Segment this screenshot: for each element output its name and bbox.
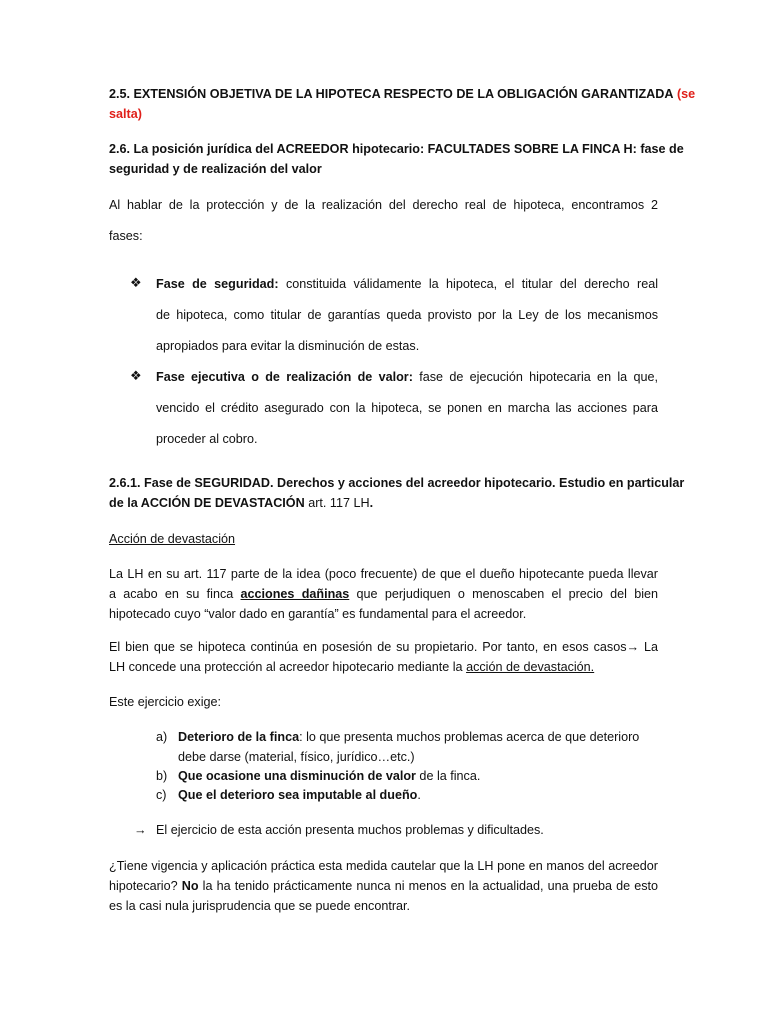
heading-2-6-1-line1: 2.6.1. Fase de SEGURIDAD. Derechos y acciones del acreedor hipotecario. Estudio en particular (109, 476, 685, 490)
subheading-accion-devastacion (109, 529, 658, 549)
list-c-rest: . (417, 788, 421, 802)
heading-2-5 (109, 84, 696, 124)
bullet-fase-ejecutiva (156, 367, 658, 460)
p3-text: Este ejercicio exige: (109, 695, 221, 709)
p2-accion-devastacion: acción de devastación. (466, 660, 595, 674)
diamond-bullet-icon: ❖ (130, 275, 142, 290)
intro-line2: fases: (109, 229, 143, 243)
heading-2-6 (109, 139, 684, 179)
paragraph-posesion (109, 637, 658, 677)
bullet-1-line3: apropiados para evitar la disminución de estas. (156, 339, 420, 353)
diamond-bullet-icon: ❖ (130, 368, 142, 383)
list-letter-a: a) (156, 730, 168, 744)
p1-line2-b: que perjudiquen o menoscaben el precio del bien (356, 587, 659, 601)
heading-2-6-1-ref: art. 117 LH (308, 496, 370, 510)
heading-2-6-1-bold: de la ACCIÓN DE DEVASTACIÓN (109, 496, 305, 510)
p2-line2-a: LH concede una protección al acreedor hipotecario mediante la (109, 660, 463, 674)
list-a-rest: : lo que presenta muchos problemas acerca de que deterioro (299, 730, 640, 744)
list-b-rest: de la finca. (415, 769, 481, 783)
p4-line3: es la casi nula jurisprudencia que se puede encontrar. (109, 899, 411, 913)
list-a-line2: debe darse (material, físico, jurídico…etc.) (178, 750, 415, 764)
list-a-bold: Deterioro de la finca (178, 730, 300, 744)
p2-line1: El bien que se hipoteca continúa en posesión de su propietario. Por tanto, en esos casos→ La (109, 640, 658, 654)
bullet-1-line1: constituida válidamente la hipoteca, el titular del derecho real (285, 277, 659, 291)
bullet-2-title: Fase ejecutiva o de realización de valor: (156, 370, 413, 384)
p1-acciones-daninas: acciones dañinas (240, 587, 350, 601)
heading-2-6-line1: 2.6. La posición jurídica del ACREEDOR hipotecario: FACULTADES SOBRE LA FINCA H: fase de (109, 142, 684, 156)
bullet-2-line2: vencido el crédito asegurado con la hipoteca, se ponen en marcha las acciones para (156, 401, 658, 415)
p4-line2-c: la ha tenido prácticamente nunca ni menos en la actualidad, una prueba de esto (202, 879, 659, 893)
p1-line2-a: a acabo en su finca (109, 587, 234, 601)
list-letter-b: b) (156, 769, 168, 783)
right-arrow-icon: → (134, 823, 147, 837)
p4-line1: ¿Tiene vigencia y aplicación práctica esta medida cautelar que la LH pone en manos del acreedor (109, 859, 658, 873)
bullet-fase-seguridad (156, 274, 658, 367)
bullet-2-line1: fase de ejecución hipotecaria en la que, (419, 370, 658, 384)
heading-2-5-note-cont: salta) (109, 107, 142, 121)
paragraph-vigencia (109, 856, 658, 916)
list-c-bold: Que el deterioro sea imputable al dueño (178, 788, 418, 802)
heading-2-6-1 (109, 473, 685, 513)
paragraph-ejercicio-exige (109, 692, 658, 712)
list-b-bold: Que ocasione una disminución de valor (178, 769, 416, 783)
heading-2-5-note: (se (676, 87, 696, 101)
p1-line1: La LH en su art. 117 parte de la idea (poco frecuente) de que el dueño hipotecante pueda llevar (109, 567, 658, 581)
intro-line1: Al hablar de la protección y de la realización del derecho real de hipoteca, encontramos 2 (109, 198, 658, 212)
p4-line2-a: hipotecario? (109, 879, 178, 893)
p1-line3: hipotecado cuyo “valor dado en garantía” es fundamental para el acreedor. (109, 607, 527, 621)
bullet-2-line3: proceder al cobro. (156, 432, 258, 446)
list-item-a (178, 727, 658, 767)
heading-2-6-1-end: . (369, 496, 374, 510)
paragraph-lh-art-117 (109, 564, 658, 624)
heading-2-6-line2: seguridad y de realización del valor (109, 162, 322, 176)
list-item-c (178, 785, 658, 805)
list-item-b (178, 766, 658, 786)
p4-no: No (181, 879, 199, 893)
intro-paragraph (109, 195, 658, 246)
list-letter-c: c) (156, 788, 167, 802)
subheading-text: Acción de devastación (109, 532, 236, 546)
bullet-1-title: Fase de seguridad: (156, 277, 279, 291)
arrow-note-text: El ejercicio de esta acción presenta muchos problemas y dificultades. (156, 823, 544, 837)
heading-2-5-text: 2.5. EXTENSIÓN OBJETIVA DE LA HIPOTECA RESPECTO DE LA OBLIGACIÓN GARANTIZADA (109, 87, 674, 101)
bullet-1-line2: de hipoteca, como titular de garantías queda provisto por la Ley de los mecanismos (156, 308, 658, 322)
arrow-note (156, 820, 658, 840)
